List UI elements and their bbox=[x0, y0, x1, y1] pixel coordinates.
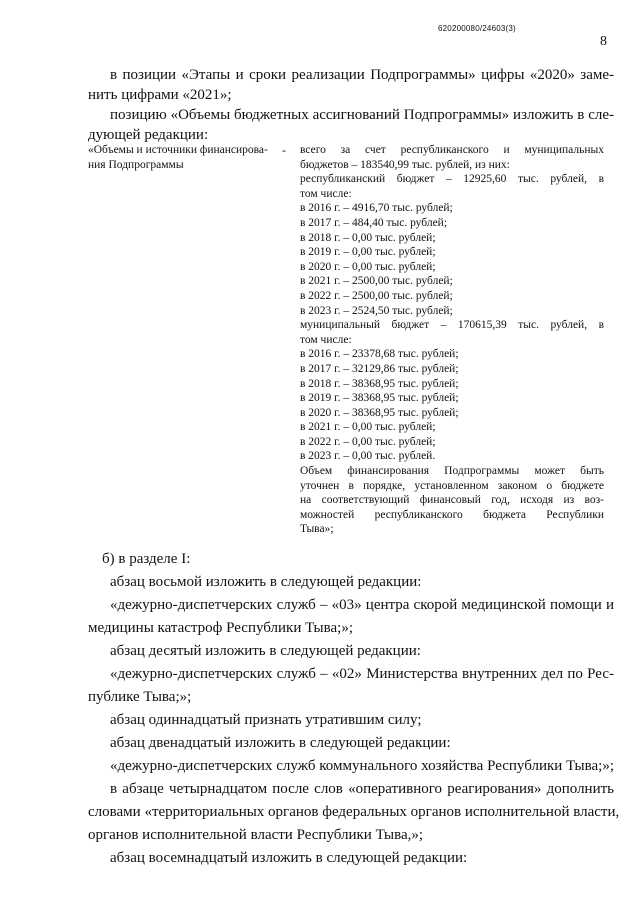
text-line: том числе: bbox=[300, 333, 352, 346]
text-line: абзац десятый изложить в следующей редакции: bbox=[110, 643, 421, 659]
text-line: республиканский бюджет – 12925,60 тыс. рублей, в bbox=[300, 173, 604, 186]
text-line: в 2018 г. – 0,00 тыс. рублей; bbox=[300, 231, 436, 244]
intro-paragraph-stages bbox=[88, 65, 614, 105]
text-line: в 2017 г. – 32129,86 тыс. рублей; bbox=[300, 362, 459, 375]
text-line: медицины катастроф Республики Тыва;»; bbox=[88, 620, 353, 636]
text-line: в 2018 г. – 38368,95 тыс. рублей; bbox=[300, 377, 459, 390]
page-number: 8 bbox=[600, 34, 607, 49]
text-line: абзац двенадцатый изложить в следующей редакции: bbox=[110, 735, 451, 751]
text-line: уточнен в порядке, установленном законом о бюджете bbox=[300, 479, 604, 492]
text-line: «дежурно-диспетчерских служб коммунального хозяйства Республики Тыва;»; bbox=[110, 758, 614, 774]
text-line: в абзаце четырнадцатом после слов «оперативного реагирования» дополнить bbox=[110, 781, 614, 797]
text-line: в 2022 г. – 2500,00 тыс. рублей; bbox=[300, 289, 453, 302]
document-id: 620200080/24603(3) bbox=[438, 24, 516, 33]
text-line: бюджетов – 183540,99 тыс. рублей, из них: bbox=[300, 158, 510, 171]
text-line: Тыва»; bbox=[300, 523, 334, 536]
text-line: в 2020 г. – 0,00 тыс. рублей; bbox=[300, 260, 436, 273]
text-line: позицию «Объемы бюджетных ассигнований Подпрограммы» изложить в сле- bbox=[110, 107, 614, 123]
text-line: в 2021 г. – 0,00 тыс. рублей; bbox=[300, 421, 436, 434]
text-line: в 2023 г. – 2524,50 тыс. рублей; bbox=[300, 304, 453, 317]
text-line: в позиции «Этапы и сроки реализации Подпрограммы» цифры «2020» заме- bbox=[110, 67, 614, 83]
text-line: публике Тыва;»; bbox=[88, 689, 192, 705]
text-line: всего за счет республиканского и муниципальных bbox=[300, 144, 604, 156]
text-line: б) в разделе I: bbox=[102, 551, 191, 567]
text-line: в 2017 г. – 484,40 тыс. рублей; bbox=[300, 216, 448, 229]
text-line: том числе: bbox=[300, 187, 352, 200]
text-line: в 2016 г. – 4916,70 тыс. рублей; bbox=[300, 202, 453, 215]
text-line: словами «территориальных органов федеральных органов исполнительной власти, bbox=[88, 804, 620, 820]
text-line: ния Подпрограммы bbox=[88, 158, 184, 171]
text-line: на соответствующий финансовый год, исходя из воз- bbox=[300, 494, 604, 507]
text-line: в 2023 г. – 0,00 тыс. рублей. bbox=[300, 450, 436, 463]
text-line: абзац восьмой изложить в следующей редакции: bbox=[110, 574, 422, 590]
text-line: «дежурно-диспетчерских служб – «03» центра скорой медицинской помощи и bbox=[110, 597, 614, 613]
text-line: в 2020 г. – 38368,95 тыс. рублей; bbox=[300, 406, 459, 419]
text-line: в 2019 г. – 38368,95 тыс. рублей; bbox=[300, 392, 459, 405]
text-line: можностей республиканского бюджета Республики bbox=[300, 508, 604, 521]
funding-label bbox=[88, 143, 280, 172]
text-line: абзац восемнадцатый изложить в следующей редакции: bbox=[110, 850, 468, 866]
intro-paragraph-budget bbox=[88, 105, 614, 145]
text-line: Объем финансирования Подпрограммы может быть bbox=[300, 465, 604, 478]
text-line: муниципальный бюджет – 170615,39 тыс. рублей, в bbox=[300, 319, 604, 332]
funding-details bbox=[300, 143, 604, 537]
text-line: «Объемы и источники финансирова- bbox=[88, 144, 268, 156]
text-line: «дежурно-диспетчерских служб – «02» Министерства внутренних дел по Рес- bbox=[110, 666, 614, 682]
text-line: дующей редакции: bbox=[88, 127, 209, 143]
text-line: органов исполнительной власти Республики Тыва,»; bbox=[88, 827, 424, 843]
text-line: в 2022 г. – 0,00 тыс. рублей; bbox=[300, 435, 436, 448]
text-line: в 2021 г. – 2500,00 тыс. рублей; bbox=[300, 275, 453, 288]
body-text bbox=[88, 549, 620, 868]
text-line: абзац одиннадцатый признать утратившим силу; bbox=[110, 712, 422, 728]
separator-dash: - bbox=[282, 143, 286, 157]
text-line: нить цифрами «2021»; bbox=[88, 87, 232, 103]
text-line: в 2019 г. – 0,00 тыс. рублей; bbox=[300, 246, 436, 259]
text-line: в 2016 г. – 23378,68 тыс. рублей; bbox=[300, 348, 459, 361]
